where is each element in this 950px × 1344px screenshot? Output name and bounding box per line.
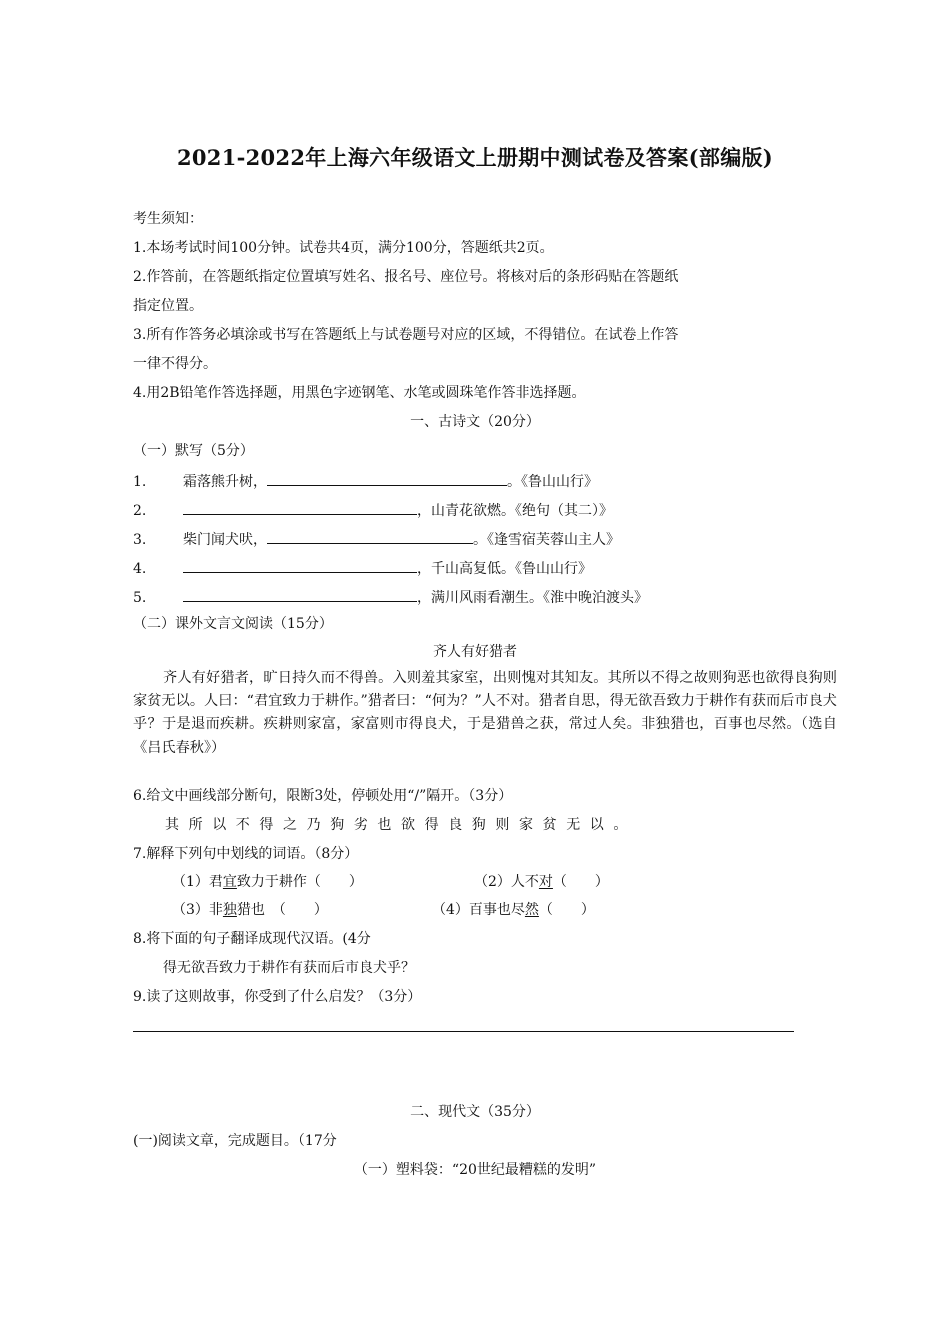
notice-heading: 考生须知： [133,211,203,227]
fill-item-number: 4. [133,561,147,577]
q7-item-text: （ ） [552,874,609,890]
notice-item-3a: 3.所有作答务必填涂或书写在答题纸上与试卷题号对应的区域，不得错位。在试卷上作答 [133,327,679,343]
fill-item-after: ，千山高复低。《鲁山山行》 [417,561,592,577]
q7-item-text: 猎也 （ ） [236,902,328,918]
section1-part2-heading: （二）课外文言文阅读（15分） [133,616,333,632]
fill-item-after: 。《鲁山山行》 [507,474,598,490]
answer-blank[interactable] [183,557,417,573]
passage-text: 齐人有好猎者，旷日持久而不得兽。入则羞其家室，出则愧对其知友。其所以不得之故则狗恶也欲得良狗则家贫无以。人曰：“君宜致力于耕作。”猎者曰：“何为？”人不对。猎者自思，得无欲吾致力于耕作有获而后市良犬乎？于是退而疾耕。疾耕则家富，家富则市得良犬，于是猎兽之获，常过人矣。非独猎也，百事也尽然。（选自《吕氏春秋》） [133,670,837,756]
q7-item-1 [172,872,363,892]
q7-item-3 [172,900,328,920]
answer-blank[interactable] [183,499,417,515]
q7-item-text: （2）人不 [474,874,539,890]
fill-item-number: 1. [133,474,147,490]
notice-item-2b: 指定位置。 [133,298,203,314]
question-8: 8.将下面的句子翻译成现代汉语。(4分 [133,931,371,947]
answer-blank[interactable] [183,586,417,602]
fill-item-4 [133,557,592,579]
q7-underlined-word: 独 [222,902,237,918]
section2-heading: 二、现代文（35分） [410,1104,540,1120]
section1-heading: 一、古诗文（20分） [410,414,540,430]
question-6: 6.给文中画线部分断句，限断3处，停顿处用“/”隔开。（3分） [133,788,513,804]
answer-line[interactable] [133,1031,794,1032]
fill-item-before: 柴门闻犬吠， [183,532,267,548]
passage-title: 齐人有好猎者 [433,644,517,660]
section1-part1-heading: （一）默写（5分） [133,443,254,459]
notice-item-3b: 一律不得分。 [133,356,217,372]
q7-item-4 [432,900,595,920]
fill-item-3 [133,528,620,550]
fill-item-after: ，山青花欲燃。《绝句（其二）》 [417,503,613,519]
question-7: 7.解释下列句中划线的词语。（8分） [133,846,359,862]
fill-item-before: 霜落熊升树， [183,474,267,490]
fill-item-5 [133,586,648,608]
article-title: （一）塑料袋：“20世纪最糟糕的发明” [353,1162,597,1178]
q7-item-text: （3）非 [172,902,223,918]
fill-item-2 [133,499,613,521]
q7-item-text: （ ） [538,902,595,918]
notice-item-1: 1.本场考试时间100分钟。试卷共4页，满分100分，答题纸共2页。 [133,240,554,256]
q7-item-text: 致力于耕作（ ） [236,874,363,890]
q7-underlined-word: 然 [524,902,539,918]
exam-title: 2021-2022年上海六年级语文上册期中测试卷及答案(部编版) [176,145,774,170]
q7-item-text: （4）百事也尽 [432,902,525,918]
q7-item-2 [474,872,609,892]
fill-item-number: 3. [133,532,147,548]
question-9: 9.读了这则故事，你受到了什么启发？（3分） [133,989,422,1005]
fill-item-number: 2. [133,503,147,519]
q7-underlined-word: 宜 [222,874,237,890]
section2-part1-heading: (一)阅读文章，完成题目。（17分 [133,1133,337,1149]
fill-item-after: ，满川风雨看潮生。《淮中晚泊渡头》 [417,590,648,606]
q7-item-text: （1）君 [172,874,223,890]
q7-underlined-word: 对 [538,874,553,890]
answer-blank[interactable] [267,528,473,544]
fill-item-1 [133,470,598,492]
fill-item-number: 5. [133,590,147,606]
notice-item-4: 4.用2B铅笔作答选择题，用黑色字迹钢笔、水笔或圆珠笔作答非选择题。 [133,385,586,401]
question-6-sentence: 其所以不得之乃狗劣也欲得良狗则家贫无以。 [165,817,637,833]
fill-item-after: 。《逢雪宿芙蓉山主人》 [473,532,620,548]
answer-blank[interactable] [267,470,507,486]
question-8-sentence: 得无欲吾致力于耕作有获而后市良犬乎？ [163,960,415,976]
notice-item-2a: 2.作答前，在答题纸指定位置填写姓名、报名号、座位号。将核对后的条形码贴在答题纸 [133,269,679,285]
